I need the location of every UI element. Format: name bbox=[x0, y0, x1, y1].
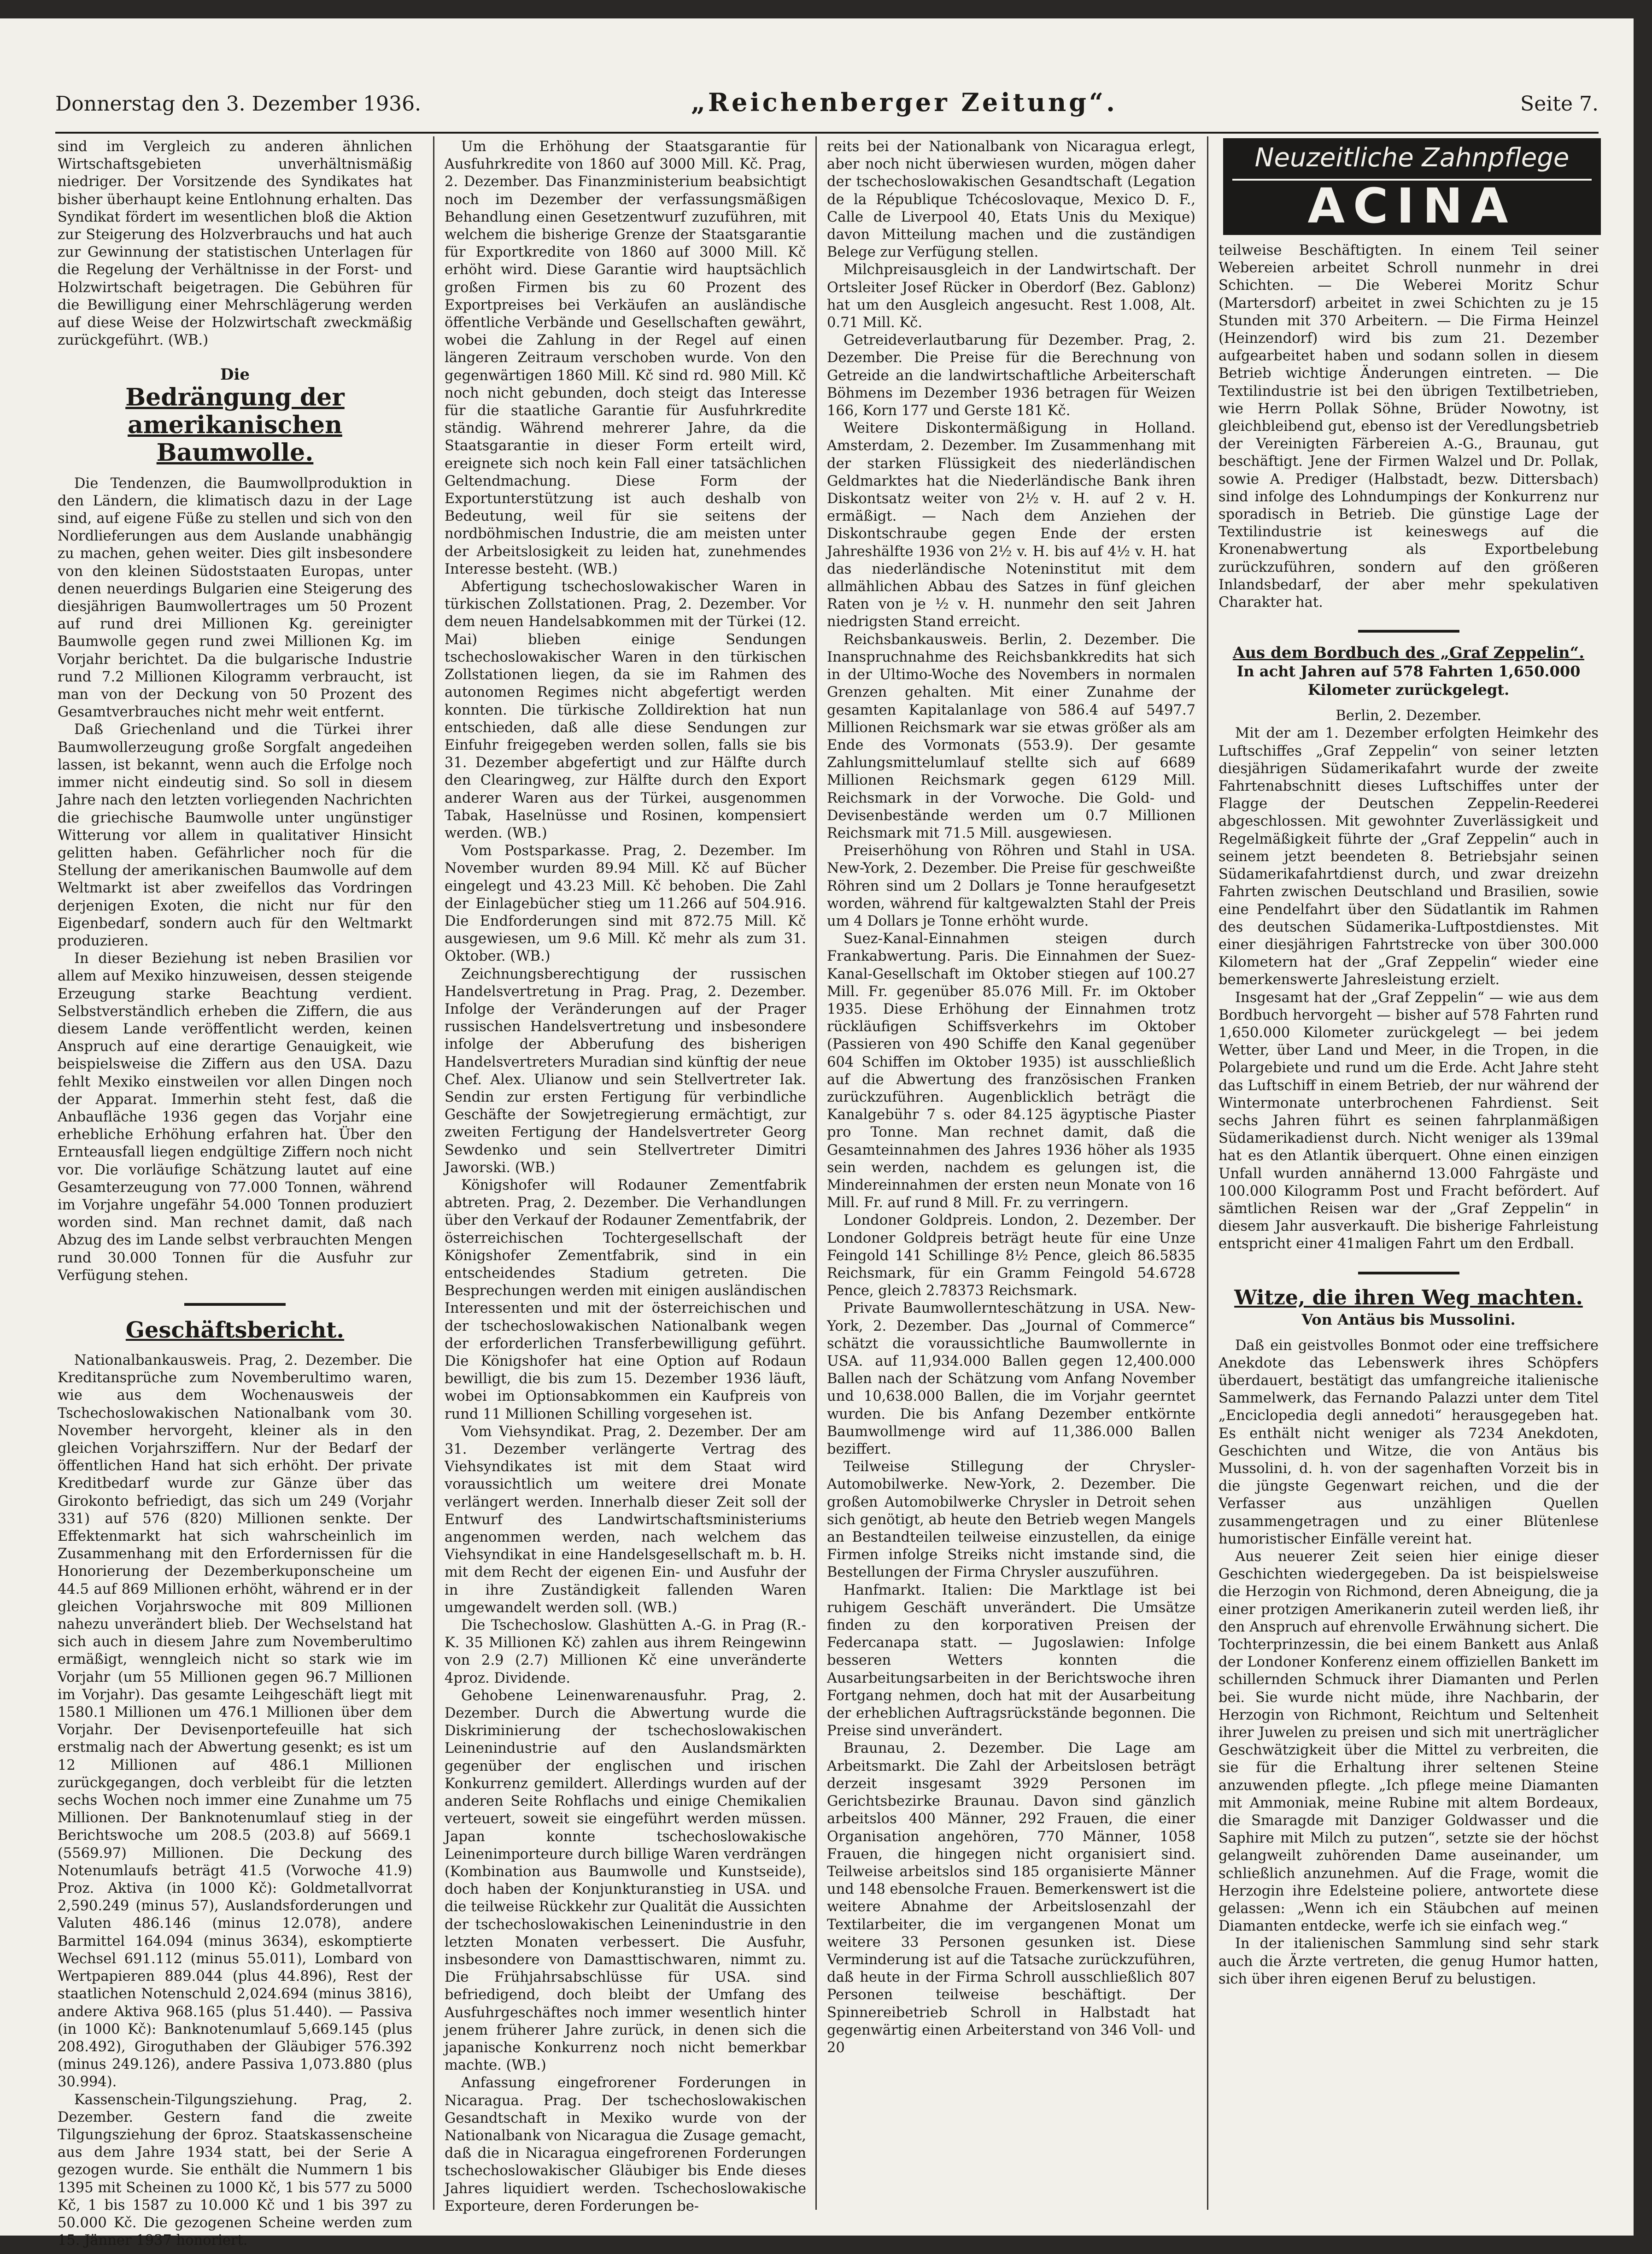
article-paragraph: Mit der am 1. Dezember erfolgten Heimkehr des Luftschiffes „Graf Zeppelin“ von seiner letzten diesjährigen Südamerikafahrt wurde der zweite Fahrtenabschnitt dieses Luftschiffes unter der Flagge der Deutschen Zeppelin-Reederei abgeschlossen. Mit gewohnter Zuverlässigkeit und Regelmäßigkeit führte der „Graf Zeppelin“ auch in seinem jetzt beendeten 8. Betriebsjahr seinen Südamerikafahrtdienst durch, und zwar dreizehn Fahrten zwischen Deutschland und Brasilien, sowie eine Pendelfahrt über den Südatlantik im Rahmen des deutschen Südamerika-Luftpostdienstes. Mit einer diesjährigen Fahrtstrecke von über 300.000 Kilometern hat der „Graf Zeppelin“ wieder eine bemerkenswerte Jahresleistung erzielt. bbox=[1218, 725, 1599, 988]
news-item: Suez-Kanal-Einnahmen steigen durch Frankabwertung. Paris. Die Einnahmen der Suez-Kanal-Gesellschaft im Oktober stiegen auf 100.27 Mill. Fr. gegenüber 85.076 Mill. Fr. im Oktober 1935. Diese Erhöhung der Einnahmen trotz rückläufigen Schiffsverkehrs im Oktober (Passieren von 490 Schiffe den Kanal gegenüber 604 Schiffen im Oktober 1935) ist ausschließlich auf die Abwertung des französischen Franken zurückzuführen. Augenblicklich beträgt die Kanalgebühr 7 s. oder 84.125 ägyptische Piaster pro Tonne. Man rechnet damit, daß die Gesamteinnahmen des Jahres 1936 höher als 1935 sein werden, nachdem es gelungen ist, die Mindereinnahmen der ersten neun Monate von 16 Mill. Fr. auf rund 8 Mill. Fr. zu verringern. bbox=[827, 931, 1195, 1211]
news-item: Weitere Diskontermäßigung in Holland. Amsterdam, 2. Dezember. Im Zusammenhang mit der starken Flüssigkeit des niederländischen Geldmarktes hat die Niederländische Bank ihren Diskontsatz weiter von 2½ v. H. auf 2 v. H. ermäßigt. — Nach dem Anziehen der Diskontschraube gegen Ende der ersten Jahreshälfte 1936 von 2½ v. H. bis auf 4½ v. H. hat das niederländische Noteninstitut mit dem allmählichen Abbau des Satzes in fünf gleichen Raten von je ½ v. H. nunmehr den seit Jahren niedrigsten Stand erreicht. bbox=[827, 420, 1195, 630]
jokes-subtitle: Von Antäus bis Mussolini. bbox=[1301, 1310, 1516, 1328]
zeppelin-subtitle: In acht Jahren auf 578 Fahrten 1,650.000 Kilometer zurückgelegt. bbox=[1236, 663, 1581, 699]
cotton-title: Bedrängung der amerikanischen Baumwolle. bbox=[125, 383, 345, 467]
news-item: Um die Erhöhung der Staatsgarantie für Ausfuhrkredite von 1860 auf 3000 Mill. Kč. Prag, 2. Dezember. Das Finanzministerium beabsichtigt noch im Dezember der verfassungsmäßigen Behandlung einen Gesetzentwurf zuzuführen, mit welchem die bisherige Grenze der Staatsgarantie für Exportkredite von 1860 auf 3000 Mill. Kč erhöht wird. Diese Garantie wird hauptsächlich großen Firmen bis zu 60 Prozent des Exportpreises bei Verkäufen an ausländische öffentliche Verbände und Gesellschaften gewährt, wobei die Zahlung in der Regel auf einen längeren Zeitraum verschoben wurde. Von den gegenwärtigen 1860 Mill. Kč sind rd. 980 Mill. Kč noch nicht gebunden, doch steigt das Interesse für die staatliche Garantie für Ausfuhrkredite ständig. Während mehrerer Jahre, da die Staatsgarantie in dieser Form erteilt wird, ereignete sich noch kein Fall einer tatsächlichen Geltendmachung. Diese Form der Exportunterstützung ist auch deshalb von Bedeutung, weil für sie seitens der nordböhmischen Industrie, die am meisten unter der Arbeitslosigkeit zu leiden hat, zunehmendes Interesse besteht. (WB.) bbox=[445, 139, 806, 577]
zeppelin-title: Aus dem Bordbuch des „Graf Zeppelin“. bbox=[1232, 644, 1585, 663]
news-item: Private Baumwollernteschätzung in USA. New-York, 2. Dezember. Das „Journal of Commerce“ schätzt die voraussichtliche Baumwollernte in USA. auf 11,934.000 Ballen gegen 12,400.000 Ballen nach der Schätzung vom Anfang November und 10,638.000 Ballen, die im Vorjahr geerntet wurden. Die bis Anfang Dezember entkörnte Baumwollmenge wird auf 11,386.000 Ballen beziffert. bbox=[827, 1300, 1195, 1458]
news-item: Anfassung eingefrorener Forderungen in Nicaragua. Prag. Der tschechoslowakischen Gesandtschaft in Mexiko wurde von der Nationalbank von Nicaragua die Zusage gemacht, daß die in Nicaragua eingefrorenen Forderungen tschechoslowakischer Gläubiger bis Ende dieses Jahres liquidiert werden. Tschechoslowakische Exporteure, deren Forderungen be- bbox=[445, 2075, 806, 2214]
page-number: Seite 7. bbox=[1520, 92, 1599, 116]
news-item: Braunau, 2. Dezember. Die Lage am Arbeitsmarkt. Die Zahl der Arbeitslosen beträgt derzeit insgesamt 3929 Personen im Gerichtsbezirke Braunau. Davon sind gänzlich arbeitslos 400 Männer, 292 Frauen, die einer Organisation angehören, 770 Männer, 1058 Frauen, die hingegen nicht organisiert sind. Teilweise arbeitslos sind 185 organisierte Männer und 148 ebensolche Frauen. Bemerkenswert ist die weitere Abnahme der Arbeitslosenzahl der Textilarbeiter, die im vergangenen Monat um weitere 33 Personen gesunken ist. Diese Verminderung ist auf die Tatsache zurückzuführen, daß heute in der Firma Schroll ausschließlich 807 Personen teilweise beschäftigt. Der Spinnereibetrieb Schroll in Halbstadt hat gegenwärtig einen Arbeiterstand von 346 Voll- und 20 bbox=[827, 1740, 1195, 2056]
news-item: Gehobene Leinenwarenausfuhr. Prag, 2. Dezember. Durch die Abwertung wurde die Diskriminierung der tschechoslowakischen Leinenindustrie auf den Auslandsmärkten gegenüber der englischen und irischen Konkurrenz gemildert. Allerdings wurden auf der anderen Seite Rohflachs und einige Chemikalien verteuert, soweit sie eingeführt werden müssen. Japan konnte tschechoslowakische Leinenimporteure durch billige Waren verdrängen (Kombination aus Baumwolle und Kunstseide), doch haben der Konjunkturanstieg in USA. und die teilweise Rückkehr zur Qualität die Aussichten der tschechoslowakischen Leinenindustrie in den letzten Monaten verbessert. Die Ausfuhr, insbesondere von Damasttischwaren, nimmt zu. Die Frühjahrsabschlüsse für USA. sind befriedigend, doch bleibt der Umfang des Ausfuhrgeschäftes noch immer wesentlich hinter jenem früherer Jahre zurück, in denen sich die japanische Konkurrenz noch nicht bemerkbar machte. (WB.) bbox=[445, 1687, 806, 2074]
header-rule bbox=[55, 132, 1599, 134]
news-item: Londoner Goldpreis. London, 2. Dezember. Der Londoner Goldpreis beträgt heute für eine Unze Feingold 141 Schillinge 8½ Pence, gleich 86.5835 Reichsmark, für ein Gramm Feingold 54.6728 Pence, gleich 2.78373 Reichsmark. bbox=[827, 1212, 1195, 1299]
article-continuation: sind im Vergleich zu anderen ähnlichen Wirtschaftsgebieten unverhältnismäßig niedriger. Der Vorsitzende des Syndikates hat bisher überhaupt keine Entlohnung erhalten. Das Syndikat fördert im wesentlichen bloß die Aktion zur Steigerung des Holzverbrauchs und hat auch zur Gewinnung der statistischen Unterlagen für die Regelung der Verhältnisse in der Forst- und Holzwirtschaft beigetragen. Die Gebühren für die Bewilligung einer Mehrschlägerung werden auf diese Weise der Holzwirtschaft zweckmäßig zurückgeführt. (WB.) bbox=[58, 139, 412, 349]
news-item: Getreideverlautbarung für Dezember. Prag, 2. Dezember. Die Preise für die Berechnung von Getreide an die landwirtschaftliche Arbeiterschaft Böhmens im Dezember 1936 betragen für Weizen 166, Korn 177 und Gerste 181 Kč. bbox=[827, 332, 1195, 419]
cotton-kicker: Die bbox=[220, 365, 250, 384]
column-2 bbox=[445, 138, 806, 2215]
column-1 bbox=[58, 138, 412, 2249]
section-separator bbox=[1358, 630, 1459, 633]
news-item: Reichsbankausweis. Berlin, 2. Dezember. Die Inanspruchnahme des Reichsbankkredits hat sich in der Ultimo-Woche des Novembers in normalen Grenzen gehalten. Mit einer Zunahme der gesamten Kapitalanlage von 586.4 auf 5497.7 Millionen Reichsmark war sie etwas größer als am Ende des Vormonats (553.9). Der gesamte Zahlungsmittelumlauf stellte sich auf 6689 Millionen Reichsmark gegen 6129 Mill. Reichsmark in der Vorwoche. Die Gold- und Devisenbestände werden um 0.7 Millionen Reichsmark mit 71.5 Mill. ausgewiesen. bbox=[827, 631, 1195, 841]
header-date: Donnerstag den 3. Dezember 1936. bbox=[55, 92, 422, 116]
page-header bbox=[55, 88, 1599, 124]
jokes-headline bbox=[1218, 1285, 1599, 1329]
article-paragraph: Aus neuerer Zeit seien hier einige dieser Geschichten wiedergegeben. Da ist beispielsweise die Herzogin von Richmond, deren Abneigung, die ja einer protzigen Amerikanerin zuteil werden ließ, ihr den Anspruch auf ehrenvolle Erwähnung sichert. Die Tochterprinzessin, die bei einem Bankett aus Anlaß der Londoner Konferenz einem offiziellen Bankett im schillernden Schmuck ihrer Diamanten und Perlen bei. Sie wurde nicht müde, ihre Nachbarin, der Herzogin von Richmont, Reichtum und Seltenheit ihrer Juwelen zu preisen und sich mit unerträglicher Geschwätzigkeit über die Mittel zu verbreiten, die sie für die Erhaltung ihrer seltenen Steine anzuwenden pflegte. „Ich pflege meine Diamanten mit Ammoniak, meine Rubine mit altem Bordeaux, die Smaragde mit Danziger Goldwasser und die Saphire mit Milch zu putzen“, setzte sie der höchst gelangweilt zuhörenden Dame auseinander, um schließlich anzunehmen. Auf die Frage, womit die Herzogin ihre Edelsteine poliere, antwortete diese gelassen: „Wenn ich ein Stäubchen auf meinen Diamanten entdecke, werfe ich sie einfach weg.“ bbox=[1218, 1549, 1599, 1935]
news-item: Königshofer will Rodauner Zementfabrik abtreten. Prag, 2. Dezember. Die Verhandlungen über den Verkauf der Rodauner Zementfabrik, der österreichischen Tochtergesellschaft der Königshofer Zementfabrik, sind in ein entscheidendes Stadium getreten. Die Besprechungen werden mit einigen ausländischen Interessenten und mit der österreichischen und der tschechoslowakischen Nationalbank wegen der erforderlichen Transferbewilligung geführt. Die Königshofer hat eine Option auf Rodaun bewilligt, die bis zum 15. Dezember 1936 läuft, wobei im Optionsabkommen ein Kaufpreis von rund 11 Millionen Schilling vorgesehen ist. bbox=[445, 1177, 806, 1422]
newspaper-name: „Reichenberger Zeitung“. bbox=[691, 88, 1118, 117]
news-item: Abfertigung tschechoslowakischer Waren in türkischen Zollstationen. Prag, 2. Dezember. Vor dem neuen Handelsabkommen mit der Türkei (12. Mai) blieben einige Sendungen tschechoslowakischer Waren in den türkischen Zollstationen liegen, da sie im Rahmen des autonomen Regimes nicht abgefertigt werden konnten. Die türkische Zolldirektion hat nun entschieden, daß alle diese Sendungen zur Einfuhr freigegeben werden sollen, falls sie bis 31. Dezember abgefertigt und zur Hälfte durch den Clearingweg, zur Hälfte durch den Export anderer Waren aus der Türkei, ausgenommen Tabak, Haselnüsse und Rosinen, kompensiert werden. (WB.) bbox=[445, 579, 806, 841]
column-3 bbox=[827, 138, 1195, 2057]
column-4 bbox=[1218, 242, 1599, 1988]
news-item: Preiserhöhung von Röhren und Stahl in USA. New-York, 2. Dezember. Die Preise für geschweißte Röhren sind um 2 Dollars je Tonne heraufgesetzt worden, während für kaltgewalzten Stahl der Preis um 4 Dollars je Tonne erhöht wurde. bbox=[827, 843, 1195, 929]
news-item: reits bei der Nationalbank von Nicaragua erlegt, aber noch nicht überwiesen wurden, mögen daher der tschechoslowakischen Gesandtschaft (Legation de la République Tchécoslovaque, Mexico D. F., Calle de Liverpool 40, Etats Unis du Mexique) davon Mitteilung machen und die zuständigen Belege zur Verfügung stellen. bbox=[827, 139, 1195, 261]
business-report-headline bbox=[58, 1317, 412, 1344]
news-item: Vom Postsparkasse. Prag, 2. Dezember. Im November wurden 89.94 Mill. Kč auf Bücher eingelegt und 43.23 Mill. Kč behoben. Die Zahl der Einlagebücher stieg um 11.266 auf 504.916. Die Endforderungen sind mit 872.75 Mill. Kč ausgewiesen, um 9.6 Mill. Kč mehr als zum 31. Oktober. (WB.) bbox=[445, 843, 806, 965]
article-paragraph: In dieser Beziehung ist neben Brasilien vor allem auf Mexiko hinzuweisen, dessen steigende Erzeugung starke Beachtung verdient. Selbstverständlich erheben die Ziffern, die aus diesem Lande veröffentlicht werden, keinen Anspruch auf eine derartige Genauigkeit, wie beispielsweise die Ziffern aus den USA. Dazu fehlt Mexiko einstweilen vor allen Dingen noch der Apparat. Immerhin steht fest, daß die Anbaufläche 1936 gegen das Vorjahr eine erhebliche Erhöhung erfahren hat. Über den Ernteausfall liegen endgültige Ziffern noch nicht vor. Die vorläufige Schätzung lautet auf eine Gesamterzeugung von 77.000 Tonnen, während im Vorjahre ungefähr 54.000 Tonnen produziert worden sind. Man rechnet damit, daß nach Abzug des im Lande selbst verbrauchten Mengen rund 30.000 Tonnen für die Ausfuhr zur Verfügung stehen. bbox=[58, 951, 412, 1284]
news-item: Die Tschechoslow. Glashütten A.-G. in Prag (R.-K. 35 Millionen Kč) zahlen aus ihrem Reingewinn von 2.9 (2.7) Millionen Kč eine unveränderte 4proz. Dividende. bbox=[445, 1617, 806, 1686]
ad-tagline: Neuzeitliche Zahnpflege bbox=[1254, 143, 1570, 173]
ad-brand: ACINA bbox=[1232, 179, 1592, 231]
article-paragraph: Daß ein geistvolles Bonmot oder eine treffsichere Anekdote das Lebenswerk ihres Schöpfers überdauert, bestätigt das umfangreiche italienische Sammelwerk, das Fernando Palazzi unter dem Titel „Enciclopedia degli annedoti“ herausgegeben hat. Es enthält nicht weniger als 7234 Anekdoten, Geschichten und Witze, die von Antäus bis Mussolini, d. h. von der sagenhaften Vorzeit bis in die jüngste Gegenwart reichen, und die der Verfasser aus unzähligen Quellen zusammengetragen und zu einer Blütenlese humoristischer Einfälle vereint hat. bbox=[1218, 1337, 1599, 1547]
article-paragraph: Kassenschein-Tilgungsziehung. Prag, 2. Dezember. Gestern fand die zweite Tilgungsziehung der 6proz. Staatskassenscheine aus dem Jahre 1934 statt, bei der Serie A gezogen wurde. Sie enthält die Nummern 1 bis 1395 mit Scheinen zu 1000 Kč, 1 bis 577 zu 5000 Kč, 1 bis 1587 zu 10.000 Kč und 1 bis 397 zu 50.000 Kč. Die gezogenen Scheine werden zum 15. Jänner 1937 honoriert. bbox=[58, 2091, 412, 2249]
news-item: Zeichnungsberechtigung der russischen Handelsvertretung in Prag. Prag, 2. Dezember. Infolge der Veränderungen auf der Prager russischen Handelsvertretung und insbesondere infolge der Abberufung des bisherigen Handelsvertreters Muradian sind künftig der neue Chef. Alex. Ulianow und sein Stellvertreter Iak. Sendin zur ersten Fertigung für verbindliche Geschäfte der Sowjetregierung ermächtigt, zur zweiten Fertigung der Handelsvertreter Georg Sewdenko und sein Stellvertreter Dimitri Jaworski. (WB.) bbox=[445, 966, 806, 1176]
column-rule bbox=[1207, 136, 1208, 2210]
article-paragraph: Nationalbankausweis. Prag, 2. Dezember. Die Kreditansprüche zum Novemberultimo waren, wie aus dem Wochenausweis der Tschechoslowakischen Nationalbank vom 30. November hervorgeht, kleiner als in den gleichen Vorjahrsziffern. Nur der Bedarf der öffentlichen Hand hat sich erhöht. Der private Kreditbedarf wurde zur Gänze über das Girokonto befriedigt, das sich um 249 (Vorjahr 331) auf 576 (820) Millionen senkte. Der Effektenmarkt hat sich wahrscheinlich im Zusammenhang mit den Erfordernissen für die Honorierung der Dezemberkuponscheine um 44.5 auf 869 Millionen erhöht, während er in der gleichen Vorjahrswoche mit 809 Millionen nahezu unverändert blieb. Der Wechselstand hat sich auch in diesem Jahre zum Novemberultimo ermäßigt, wenngleich nicht so stark wie im Vorjahr (um 55 Millionen gegen 96.7 Millionen im Vorjahr). Das gesamte Leihgeschäft liegt mit 1580.1 Millionen um 476.1 Millionen über dem Vorjahr. Der Devisenportefeuille hat sich erstmalig nach der Abwertung gesenkt; es ist um 12 Millionen auf 486.1 Millionen zurückgegangen, doch verbleibt für die letzten sechs Wochen noch immer eine Zunahme um 75 Millionen. Der Banknotenumlauf stieg in der Berichtswoche um 208.5 (203.8) auf 5669.1 (5569.97) Millionen. Die Deckung des Notenumlaufs beträgt 41.5 (Vorwoche 41.9) Proz. Aktiva (in 1000 Kč): Goldmetallvorrat 2,590.249 (minus 57), Auslandsforderungen und Valuten 486.146 (minus 12.078), andere Barmittel 164.094 (minus 3634), eskomptierte Wechsel 691.112 (minus 55.011), Lombard von Wertpapieren 889.044 (plus 44.896), Rest der staatlichen Notenschuld 2,024.694 (minus 3816), andere Aktiva 968.165 (plus 51.440). — Passiva (in 1000 Kč): Banknotenumlauf 5,669.145 (plus 208.492), Giroguthaben der Gläubiger 576.392 (minus 249.126), andere Passiva 1,073.880 (plus 30.994). bbox=[58, 1352, 412, 2090]
jokes-title: Witze, die ihren Weg machten. bbox=[1234, 1285, 1583, 1309]
article-paragraph: In der italienischen Sammlung sind sehr stark auch die Ärzte vertreten, die genug Humor hatten, sich über ihren eigenen Beruf zu belustigen. bbox=[1218, 1936, 1599, 1987]
section-separator bbox=[1358, 1272, 1459, 1274]
scan-border-top bbox=[0, 0, 1652, 18]
article-paragraph: Die Tendenzen, die Baumwollproduktion in den Ländern, die klimatisch dazu in der Lage sind, auf eigene Füße zu stellen und sich von den Nordlieferungen aus dem Auslande unabhängig zu machen, gehen weiter. Dies gilt insbesondere von den kleinen Südoststaaten Europas, unter denen neuerdings Bulgarien eine Steigerung des diesjährigen Baumwollertrages um 50 Prozent auf rund drei Millionen Kg. gereinigter Baumwolle gegen rund zwei Millionen Kg. im Vorjahr berichtet. Da die bulgarische Industrie rund 7.2 Millionen Kilogramm verbraucht, ist man von der Deckung von 50 Prozent des Gesamtverbrauches nicht mehr weit entfernt. bbox=[58, 475, 412, 721]
zeppelin-headline bbox=[1218, 644, 1599, 699]
article-paragraph: Daß Griechenland und die Türkei ihrer Baumwollerzeugung große Sorgfalt angedeihen lassen, ist bekannt, wenn auch die Erfolge noch immer nicht eindeutig sind. So soll in diesem Jahre nach den letzten vorliegenden Nachrichten die griechische Baumwolle unter ungünstiger Witterung vor allem in qualitativer Hinsicht gelitten haben. Gefährlicher noch für die Stellung der amerikanischen Baumwolle auf dem Weltmarkt ist aber zweifellos das Vordringen derjenigen Exoten, die nicht nur für den Eigenbedarf, sondern auch für den Weltmarkt produzieren. bbox=[58, 722, 412, 949]
news-item: Milchpreisausgleich in der Landwirtschaft. Der Ortsleiter Josef Rücker in Oberdorf (Bez. Gablonz) hat um den Ausgleich angesucht. Rest 1.008, Alt. 0.71 Mill. Kč. bbox=[827, 262, 1195, 331]
article-paragraph: Insgesamt hat der „Graf Zeppelin“ — wie aus dem Bordbuch hervorgeht — bisher auf 578 Fahrten rund 1,650.000 Kilometer zurückgelegt — bei jedem Wetter, über Land und Meer, in die Tropen, in die Polargebiete und rund um die Erde. Acht Jahre steht das Luftschiff in einem Betrieb, der nur während der Wintermonate unterbrochenen Fahrdienst. Seit sechs Jahren führt es seinen fahrplanmäßigen Südamerikadienst durch. Nicht weniger als 139mal hat es den Atlantik überquert. Ohne einen einzigen Unfall wurden annähernd 13.000 Fahrgäste und 100.000 Kilogramm Post und Fracht befördert. Auf sämtlichen Reisen war der „Graf Zeppelin“ in diesem Jahr ausverkauft. Die bisherige Fahrleistung entspricht einer 41maligen Fahrt um den Erdball. bbox=[1218, 989, 1599, 1252]
column-rule bbox=[815, 136, 817, 2210]
cotton-headline bbox=[58, 366, 412, 466]
business-report-title: Geschäftsbericht. bbox=[125, 1317, 345, 1343]
news-item: Vom Viehsyndikat. Prag, 2. Dezember. Der am 31. Dezember verlängerte Vertrag des Viehsyndikates ist mit dem Staat wird voraussichtlich um weitere drei Monate verlängert werden. Innerhalb dieser Zeit soll der Entwurf des Landwirtschaftsministeriums angenommen werden, nach welchem das Viehsyndikat in eine Handelsgesellschaft m. b. H. mit dem Recht der eigenen Ein- und Ausfuhr der in ihre Zuständigkeit fallenden Waren umgewandelt werden soll. (WB.) bbox=[445, 1423, 806, 1616]
news-item: Teilweise Stillegung der Chrysler-Automobilwerke. New-York, 2. Dezember. Die großen Automobilwerke Chrysler in Detroit sehen sich genötigt, ab heute den Betrieb wegen Mangels an Bestandteilen teilweise einzustellen, da einige Firmen infolge Streiks nicht imstande sind, die Bestellungen der Firma Chrysler auszuführen. bbox=[827, 1459, 1195, 1581]
scan-border-right bbox=[1634, 0, 1652, 2254]
column-rule bbox=[433, 136, 434, 2210]
dateline: Berlin, 2. Dezember. bbox=[1336, 708, 1482, 724]
acina-advertisement bbox=[1223, 138, 1601, 235]
article-continuation: teilweise Beschäftigten. In einem Teil seiner Webereien arbeitet Schroll nunmehr in drei Schichten. — Die Weberei Moritz Schur (Martersdorf) arbeitet in zwei Schichten zu je 15 Stunden mit 370 Arbeitern. — Die Firma Heinzel (Heinzendorf) wird bis zum 21. Dezember aufgearbeitet haben und sodann sollen in diesem Betrieb wichtige Änderungen eintreten. — Die Textilindustrie ist bei den übrigen Textilbetrieben, wie Herrn Pollak Söhne, Brüder Nowotny, ist gleichbleibend gut, ebenso ist der Veredlungsbetrieb der Vereinigten Färbereien A.-G., Braunau, gut beschäftigt. Jene der Firmen Walzel und Dr. Pollak, sowie A. Prediger (Halbstadt, bezw. Dittersbach) sind infolge des Lohndumpings der Konkurrenz nur sporadisch in Betrieb. Die günstige Lage der Textilindustrie ist keineswegs auf die Kronenabwertung als Exportbelebung zurückzuführen, sondern auf den größeren Inlandsbedarf, der aber mehr spekulativen Charakter hat. bbox=[1218, 242, 1599, 611]
section-separator bbox=[184, 1303, 286, 1306]
news-item: Hanfmarkt. Italien: Die Marktlage ist bei ruhigem Geschäft unverändert. Die Umsätze finden zu den korporativen Preisen der Federcanapa statt. — Jugoslawien: Infolge besseren Wetters konnten die Ausarbeitungsarbeiten in der Berichtswoche ihren Fortgang nehmen, doch hat mit der Ausarbeitung der erheblichen Auftragsrückstände begonnen. Die Preise sind unverändert. bbox=[827, 1582, 1195, 1739]
